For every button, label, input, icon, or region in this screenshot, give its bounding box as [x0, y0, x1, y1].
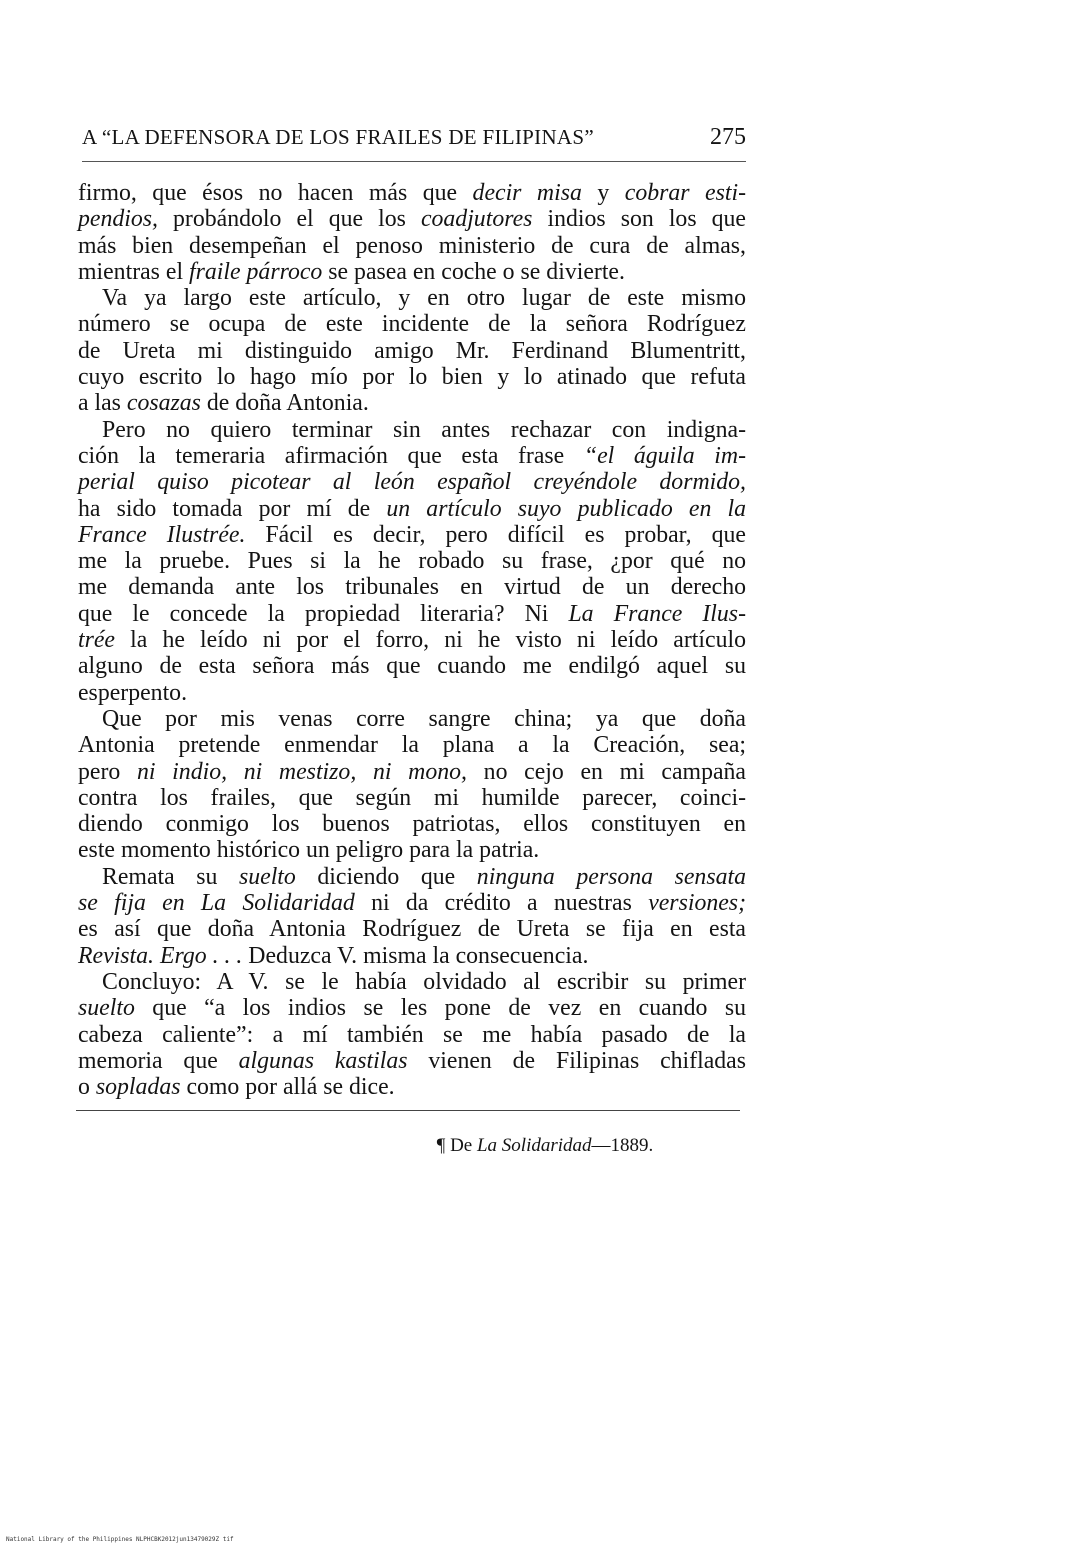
- text-run: de doña Antonia.: [200, 390, 369, 417]
- italic-run: coadjutores: [420, 206, 533, 233]
- text-line: [78, 259, 746, 285]
- running-header: [82, 124, 746, 151]
- text-run: Fácil es decir, pero difícil es probar, que: [245, 521, 746, 548]
- text-run: esperpento.: [78, 679, 188, 706]
- italic-run: versiones;: [648, 890, 746, 917]
- source-note: [0, 1135, 1090, 1157]
- text-line: [78, 785, 746, 811]
- text-run: vienen de Filipinas chifladas: [407, 1047, 746, 1074]
- italic-run: trée: [78, 627, 115, 654]
- footnote-rule: [76, 1110, 740, 1111]
- italic-run: sopladas: [95, 1074, 181, 1101]
- text-line: [78, 916, 746, 942]
- text-line: [78, 759, 746, 785]
- text-line: [78, 680, 746, 706]
- text-line: [78, 206, 746, 232]
- text-line: [78, 732, 746, 758]
- text-run: ción la temeraria afirmación que esta frase: [78, 442, 584, 469]
- text-run: es así que doña Antonia Rodríguez de Ureta se fija en esta: [78, 916, 746, 943]
- text-line: [78, 180, 746, 206]
- text-line: [78, 995, 746, 1021]
- text-run: me la pruebe. Pues si la he robado su frase, ¿por qué no: [78, 548, 746, 575]
- text-run: diendo conmigo los buenos patriotas, ellos constituyen en: [78, 811, 746, 838]
- text-run: pero: [78, 758, 137, 785]
- italic-run: ni indio, ni mestizo, ni mono,: [136, 758, 467, 785]
- italic-run: France Ilustrée.: [78, 521, 246, 548]
- italic-run: perial quiso picotear al león español creyéndole dormido,: [78, 469, 746, 496]
- text-run: Va ya largo este artículo, y en otro lugar de este mismo: [102, 285, 746, 312]
- italic-run: fraile párroco: [189, 258, 323, 285]
- text-line: [78, 443, 746, 469]
- text-run: más bien desempeñan el penoso ministerio de cura de almas,: [78, 232, 746, 259]
- italic-run: algunas kastilas: [238, 1047, 408, 1074]
- text-line: [78, 338, 746, 364]
- text-line: [78, 390, 746, 416]
- paragraph: [78, 180, 746, 285]
- text-run: la he leído ni por el forro, ni he visto ni leído artículo: [115, 627, 746, 654]
- text-line: [78, 890, 746, 916]
- text-line: [78, 706, 746, 732]
- text-run: memoria que: [78, 1047, 239, 1074]
- text-line: [78, 1022, 746, 1048]
- text-line: [78, 574, 746, 600]
- text-run: firmo, que ésos no hacen más que: [78, 180, 473, 206]
- italic-run: suelto: [238, 863, 296, 890]
- italic-run: cosazas: [126, 390, 201, 417]
- text-line: [78, 1074, 746, 1100]
- text-run: Antonia pretende enmendar la plana a la Creación, sea;: [78, 732, 746, 759]
- text-line: [78, 943, 746, 969]
- text-run: que “a los indios se les pone de vez en cuando su: [134, 995, 746, 1022]
- source-note-publication: La Solidaridad: [476, 1135, 592, 1156]
- italic-run: ninguna persona sensata: [476, 863, 746, 890]
- text-run: se pasea en coche o se divierte.: [322, 258, 625, 285]
- text-line: [78, 496, 746, 522]
- page-number: 275: [710, 124, 746, 150]
- paragraph: [78, 285, 746, 416]
- source-note-prefix: ¶ De: [436, 1135, 477, 1156]
- text-run: ha sido tomada por mí de: [78, 495, 387, 522]
- text-run: o: [78, 1074, 96, 1101]
- italic-run: Revista. Ergo . . .: [78, 942, 243, 969]
- italic-run: suelto: [78, 995, 135, 1022]
- text-run: número se ocupa de este incidente de la señora Rodríguez: [78, 311, 746, 338]
- text-line: [78, 311, 746, 337]
- text-run: de Ureta mi distinguido amigo Mr. Ferdinand Blumentritt,: [78, 337, 746, 364]
- italic-run: se fija en La Solidaridad: [78, 890, 355, 917]
- text-run: como por allá se dice.: [180, 1074, 395, 1101]
- text-run: diciendo que: [295, 863, 477, 890]
- text-line: [78, 969, 746, 995]
- text-line: [78, 548, 746, 574]
- text-run: Deduzca V. misma la consecuencia.: [242, 942, 589, 969]
- text-run: que le concede la propiedad literaria? Ni: [78, 600, 569, 627]
- text-run: a las: [78, 390, 127, 417]
- text-run: alguno de esta señora más que cuando me endilgó aquel su: [78, 653, 746, 680]
- text-line: [78, 627, 746, 653]
- paragraph: [78, 706, 746, 864]
- italic-run: pendios,: [78, 206, 158, 233]
- italic-run: un artículo suyo publicado en la: [386, 495, 747, 522]
- text-run: ni da crédito a nuestras: [354, 890, 649, 917]
- italic-run: “el águila im-: [583, 442, 746, 469]
- text-line: [78, 417, 746, 443]
- text-line: [78, 811, 746, 837]
- paragraph: [78, 864, 746, 969]
- text-line: [78, 1048, 746, 1074]
- text-run: probándolo el que los: [157, 206, 421, 233]
- italic-run: decir misa: [472, 180, 582, 206]
- text-run: me demanda ante los tribunales en virtud de un derecho: [78, 574, 746, 601]
- text-run: no cejo en mi campaña: [466, 758, 746, 785]
- text-run: cabeza caliente”: a mí también se me había pasado de la: [78, 1021, 746, 1048]
- text-run: Pero no quiero terminar sin antes rechazar con indigna-: [102, 416, 746, 443]
- text-run: mientras el: [78, 258, 190, 285]
- header-rule: [82, 161, 746, 162]
- text-line: [78, 601, 746, 627]
- text-line: [78, 864, 746, 890]
- text-line: [78, 522, 746, 548]
- paragraph: [78, 969, 746, 1100]
- text-run: cuyo escrito lo hago mío por lo bien y lo atinado que refuta: [78, 364, 746, 391]
- text-run: indios son los que: [532, 206, 746, 233]
- italic-run: La France Ilus-: [568, 600, 746, 627]
- scan-footer: National Library of the Philippines NLPHCBK2012jun13479029Z tif: [6, 1536, 234, 1543]
- text-run: este momento histórico un peligro para la patria.: [78, 837, 540, 864]
- text-run: Concluyo: A V. se le había olvidado al escribir su primer: [102, 968, 746, 995]
- text-line: [78, 653, 746, 679]
- italic-run: cobrar esti-: [624, 180, 747, 206]
- text-line: [78, 233, 746, 259]
- header-title: A “LA DEFENSORA DE LOS FRAILES DE FILIPINAS”: [82, 125, 594, 149]
- text-run: Remata su: [102, 863, 239, 890]
- text-line: [78, 469, 746, 495]
- text-run: y: [581, 180, 625, 206]
- paragraph: [78, 417, 746, 706]
- text-run: Que por mis venas corre sangre china; ya que doña: [102, 705, 746, 732]
- text-run: contra los frailes, que según mi humilde parecer, coinci-: [78, 784, 746, 811]
- text-line: [78, 285, 746, 311]
- body-text: [78, 180, 746, 1100]
- source-note-year: —1889.: [591, 1135, 654, 1156]
- text-line: [78, 364, 746, 390]
- text-line: [78, 837, 746, 863]
